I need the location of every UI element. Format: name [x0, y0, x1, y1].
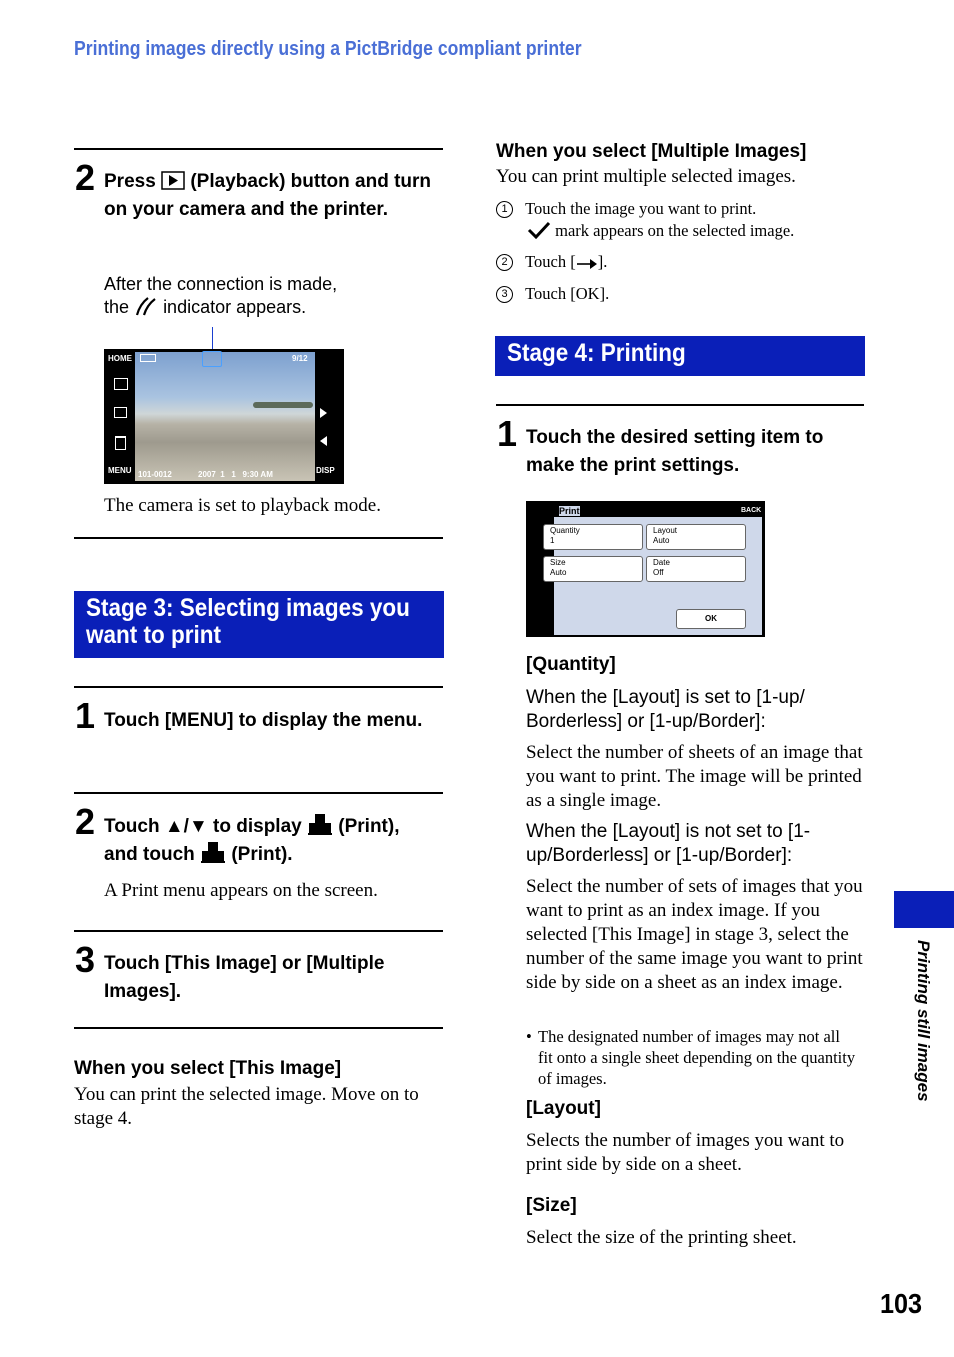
step-text: (Print),	[338, 816, 400, 837]
button-value: 1	[550, 536, 555, 545]
step-text: (Playback) button and turn on your camera and the printer.	[104, 171, 432, 220]
step-3-select: Touch [This Image] or [Multiple Images].	[104, 953, 385, 1002]
button-value: Auto	[653, 536, 670, 545]
menu-button: MENU	[108, 466, 132, 475]
divider	[74, 1027, 443, 1029]
divider	[74, 930, 443, 932]
note-text: the	[104, 297, 130, 317]
button-label: Layout	[653, 526, 678, 535]
this-image-body: You can print the selected image. Move on to stage 4.	[74, 1084, 419, 1129]
layout-body: Selects the number of images you want to print side by side on a sheet.	[526, 1130, 845, 1175]
button-label: Quantity	[550, 526, 580, 535]
index-icon	[114, 378, 128, 390]
section-tab	[894, 891, 954, 928]
size-button	[543, 556, 643, 582]
circled-number: 1	[496, 201, 513, 218]
step-text: Touch the image you want to print.	[525, 199, 757, 218]
step-text: Touch ▲/▼ to display	[104, 816, 302, 837]
step-number: 2	[75, 157, 96, 198]
quantity-bullet	[526, 1026, 856, 1089]
note-line	[104, 296, 337, 319]
print-settings-screen-image	[526, 501, 765, 637]
step-note: A Print menu appears on the screen.	[104, 880, 378, 901]
circled-number: 3	[496, 286, 513, 303]
stage-3-banner	[74, 591, 444, 658]
previous-icon	[320, 436, 327, 446]
battery-icon	[140, 354, 156, 362]
step-number: 3	[75, 939, 96, 980]
date-time: 2007 1 1 9:30 AM	[198, 470, 273, 479]
page-header: Printing images directly using a PictBridge compliant printer	[74, 38, 582, 60]
multiple-images-heading: When you select [Multiple Images]	[496, 141, 807, 162]
step-number: 1	[497, 413, 518, 454]
arrow-right-icon	[576, 258, 598, 270]
delete-icon	[115, 436, 126, 450]
multiple-images-intro: You can print multiple selected images.	[496, 166, 796, 187]
divider	[74, 537, 443, 539]
section-side-label: Printing still images	[914, 940, 933, 1102]
beach-photo	[135, 352, 315, 481]
quantity-body-1: Select the number of sheets of an image that you want to print. The image will be printed as a single image.	[526, 742, 863, 811]
step-text: and touch	[104, 844, 195, 865]
button-label: Size	[550, 558, 566, 567]
button-value: Auto	[550, 568, 567, 577]
multiple-step-1	[496, 198, 756, 219]
divider	[74, 148, 443, 150]
multiple-step-3	[496, 283, 609, 304]
button-label: Date	[653, 558, 670, 567]
quantity-body-2: Select the number of sets of images that you want to print as an index image. If you selected [This Image] in stage 3, select the number of the same image you want to print side by side on a sheet as an index image.	[526, 876, 863, 993]
quantity-condition-1: When the [Layout] is set to [1-up/ Borderless] or [1-up/Border]:	[526, 687, 805, 732]
print-icon	[200, 841, 226, 863]
date-button	[646, 556, 746, 582]
next-icon	[320, 408, 327, 418]
this-image-heading: When you select [This Image]	[74, 1058, 342, 1079]
step-number: 1	[75, 695, 96, 736]
size-body: Select the size of the printing sheet.	[526, 1227, 797, 1248]
stage-title: Stage 4: Printing	[507, 339, 686, 367]
step-number: 2	[75, 801, 96, 842]
step-2-print-menu	[104, 813, 444, 869]
print-screen-title: Print	[559, 506, 580, 516]
divider	[74, 686, 443, 688]
step-1-menu: Touch [MENU] to display the menu.	[104, 710, 423, 731]
step-text: Touch [	[525, 252, 576, 271]
step-2-playback-instruction	[104, 168, 434, 224]
divider	[496, 404, 864, 406]
step-text: mark appears on the selected image.	[555, 221, 795, 240]
step-text: (Print).	[231, 844, 293, 865]
stage-4-banner	[495, 336, 865, 376]
multiple-step-1-sub	[527, 220, 794, 241]
multiple-step-2	[496, 251, 607, 272]
page-number: 103	[880, 1288, 923, 1319]
checkmark-icon	[527, 221, 551, 239]
bullet-text: The designated number of images may not all fit onto a single sheet depending on the quantity of images.	[538, 1027, 856, 1088]
quantity-heading: [Quantity]	[526, 654, 616, 675]
file-number: 101-0012	[138, 470, 172, 479]
slideshow-icon	[114, 407, 127, 418]
size-heading: [Size]	[526, 1195, 577, 1216]
step-text: Press	[104, 171, 156, 192]
circled-number: 2	[496, 254, 513, 271]
note-text: indicator appears.	[163, 297, 307, 317]
divider	[74, 792, 443, 794]
pictbridge-indicator-icon	[202, 351, 222, 367]
callout-line	[212, 327, 213, 349]
print-icon	[307, 813, 333, 835]
back-button: BACK	[741, 507, 762, 514]
step-1-settings: Touch the desired setting item to make the print settings.	[526, 427, 824, 476]
step-text: Touch [OK].	[525, 284, 610, 303]
caption: The camera is set to playback mode.	[104, 495, 381, 516]
note-line: After the connection is made,	[104, 274, 338, 294]
quantity-condition-2: When the [Layout] is not set to [1- up/Borderless] or [1-up/Border]:	[526, 821, 811, 866]
disp-button: DISP	[316, 466, 335, 475]
stage-title: Stage 3: Selecting images you	[86, 594, 410, 622]
ok-button: OK	[676, 609, 746, 629]
playback-icon	[161, 171, 185, 190]
island	[253, 402, 313, 408]
stage-title: want to print	[86, 621, 221, 649]
home-button: HOME	[108, 354, 132, 363]
layout-button	[646, 524, 746, 550]
quantity-button	[543, 524, 643, 550]
pictbridge-icon	[134, 296, 158, 316]
connection-note	[104, 273, 337, 319]
camera-screen-image	[104, 349, 344, 484]
image-counter: 9/12	[292, 354, 308, 363]
layout-heading: [Layout]	[526, 1098, 601, 1119]
button-value: Off	[653, 568, 664, 577]
bullet-icon: •	[526, 1027, 532, 1046]
step-text: ].	[597, 252, 608, 271]
